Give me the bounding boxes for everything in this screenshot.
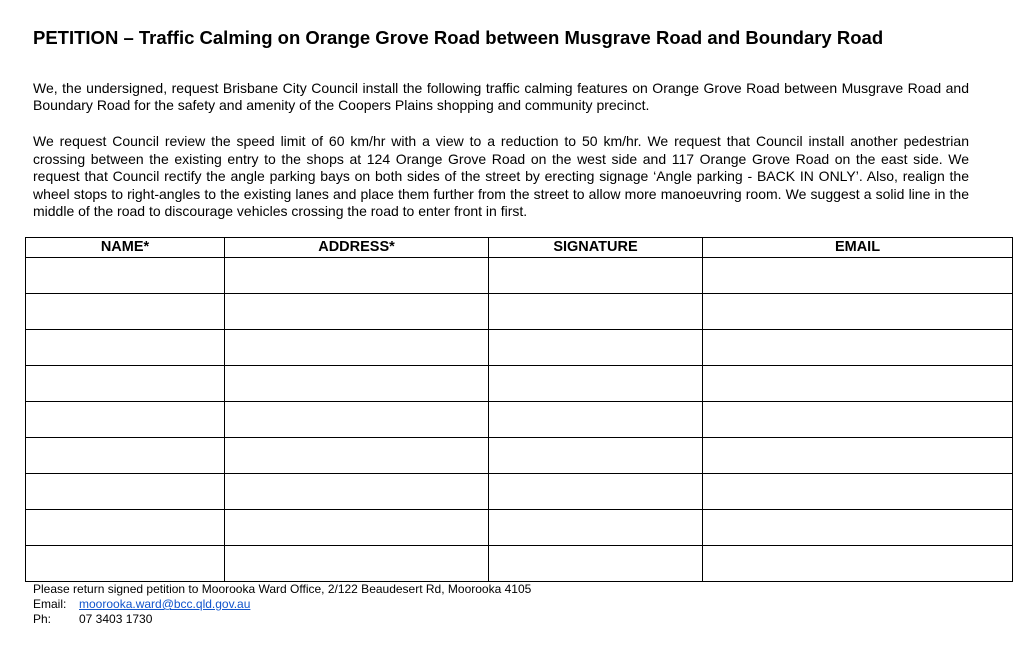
- signature-cell[interactable]: [489, 474, 703, 510]
- address-cell[interactable]: [225, 294, 489, 330]
- email-cell[interactable]: [703, 366, 1013, 402]
- signature-table: [25, 237, 1013, 582]
- table-row: [26, 402, 1013, 438]
- signature-cell[interactable]: [489, 438, 703, 474]
- address-cell[interactable]: [225, 366, 489, 402]
- email-link[interactable]: moorooka.ward@bcc.qld.gov.au: [79, 597, 251, 611]
- address-cell[interactable]: [225, 438, 489, 474]
- email-cell[interactable]: [703, 258, 1013, 294]
- signature-cell[interactable]: [489, 366, 703, 402]
- signature-cell[interactable]: [489, 258, 703, 294]
- intro-paragraph: We, the undersigned, request Brisbane City Council install the following traffic calming features on Orange Grove Road between Musgrave Road and Boundary Road for the safety and amenity of the Coopers Plains shopping and community precinct.: [33, 80, 969, 113]
- name-cell[interactable]: [26, 294, 225, 330]
- email-row: [33, 597, 531, 612]
- address-cell[interactable]: [225, 510, 489, 546]
- table-row: [26, 366, 1013, 402]
- table-header-row: [26, 238, 1013, 258]
- email-cell[interactable]: [703, 438, 1013, 474]
- table-row: [26, 438, 1013, 474]
- phone-label: Ph:: [33, 612, 52, 626]
- signature-cell[interactable]: [489, 510, 703, 546]
- name-cell[interactable]: [26, 366, 225, 402]
- email-column-header: EMAIL: [703, 238, 1013, 258]
- request-paragraph: We request Council review the speed limit of 60 km/hr with a view to a reduction to 50 km/hr. We request that Council install another pedestrian crossing between the existing entry to the shops at 124 Orange Grove Road on the west side and 117 Orange Grove Road on the east side. We request that Council rectify the angle parking bays on both sides of the street by erecting signage ‘Angle parking - BACK IN ONLY’. Also, realign the wheel stops to right-angles to the existing lanes and place them further from the street to allow more manoeuvring room. We suggest a solid line in the middle of the road to discourage vehicles crossing the road to enter front in first.: [33, 133, 969, 219]
- address-cell[interactable]: [225, 546, 489, 582]
- phone-row: [33, 612, 531, 627]
- email-cell[interactable]: [703, 294, 1013, 330]
- table-row: [26, 258, 1013, 294]
- name-cell[interactable]: [26, 546, 225, 582]
- table-row: [26, 510, 1013, 546]
- table-row: [26, 330, 1013, 366]
- signature-cell[interactable]: [489, 546, 703, 582]
- email-label: Email:: [33, 597, 67, 611]
- email-cell[interactable]: [703, 330, 1013, 366]
- name-cell[interactable]: [26, 402, 225, 438]
- phone-number: 07 3403 1730: [79, 612, 153, 626]
- signature-cell[interactable]: [489, 402, 703, 438]
- address-cell[interactable]: [225, 402, 489, 438]
- email-cell[interactable]: [703, 510, 1013, 546]
- email-cell[interactable]: [703, 402, 1013, 438]
- table-row: [26, 474, 1013, 510]
- signature-column-header: SIGNATURE: [489, 238, 703, 258]
- address-cell[interactable]: [225, 330, 489, 366]
- address-cell[interactable]: [225, 474, 489, 510]
- name-cell[interactable]: [26, 258, 225, 294]
- petition-title: PETITION – Traffic Calming on Orange Grove Road between Musgrave Road and Boundary Road: [33, 27, 884, 48]
- name-cell[interactable]: [26, 510, 225, 546]
- table-row: [26, 546, 1013, 582]
- name-cell[interactable]: [26, 474, 225, 510]
- name-column-header: NAME*: [26, 238, 225, 258]
- email-cell[interactable]: [703, 474, 1013, 510]
- email-cell[interactable]: [703, 546, 1013, 582]
- address-column-header: ADDRESS*: [225, 238, 489, 258]
- return-note: Please return signed petition to Moorooka Ward Office, 2/122 Beaudesert Rd, Moorooka 4105: [33, 582, 532, 596]
- name-cell[interactable]: [26, 438, 225, 474]
- name-cell[interactable]: [26, 330, 225, 366]
- address-cell[interactable]: [225, 258, 489, 294]
- signature-cell[interactable]: [489, 330, 703, 366]
- signature-cell[interactable]: [489, 294, 703, 330]
- contact-footer: [33, 582, 531, 627]
- table-row: [26, 294, 1013, 330]
